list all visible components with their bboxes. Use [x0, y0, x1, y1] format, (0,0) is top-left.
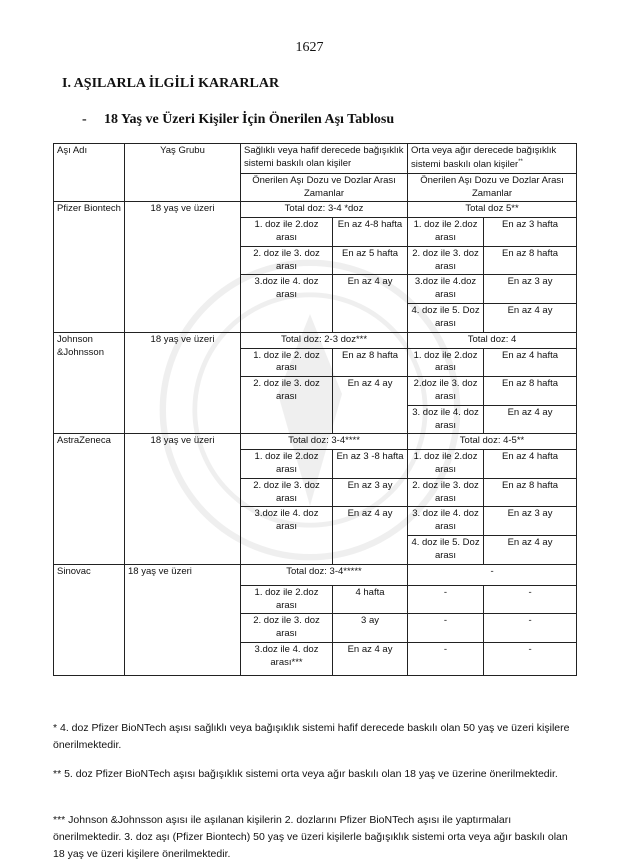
interval-severe: 3. doz ile 4. doz arası — [408, 507, 484, 536]
time-severe: En az 4 ay — [484, 536, 577, 565]
interval-severe: 2.doz ile 3. doz arası — [408, 377, 484, 406]
interval-severe: 1. doz ile 2.doz arası — [408, 348, 484, 377]
footnote-2: ** 5. doz Pfizer BioNTech aşısı bağışıklık sistemi orta veya ağır baskılı olan 18 yaş ve üzerine önerilmektedir. — [53, 768, 558, 780]
interval-mild: 1. doz ile 2.doz arası — [241, 585, 333, 614]
time-severe: En az 8 hafta — [484, 377, 577, 406]
interval-severe: 3.doz ile 4.doz arası — [408, 275, 484, 304]
time-mild: En az 4-8 hafta — [333, 218, 408, 247]
interval-mild: 3.doz ile 4. doz arası*** — [241, 642, 333, 675]
interval-mild: 2. doz ile 3. doz arası — [241, 246, 333, 275]
sub-heading — [82, 112, 394, 128]
time-severe: En az 3 ay — [484, 507, 577, 536]
total-dose-mild: Total doz: 3-4**** — [241, 434, 408, 450]
time-mild: En az 3 -8 hafta — [333, 450, 408, 479]
table-row — [54, 564, 577, 585]
vaccine-name: Sinovac — [54, 564, 125, 675]
time-severe: - — [484, 614, 577, 643]
interval-severe: 2. doz ile 3. doz arası — [408, 246, 484, 275]
interval-severe: 4. doz ile 5. Doz arası — [408, 536, 484, 565]
total-dose-severe: Total doz: 4-5** — [408, 434, 577, 450]
section-heading: I. AŞILARLA İLGİLİ KARARLAR — [62, 76, 280, 91]
interval-severe: - — [408, 614, 484, 643]
interval-severe: - — [408, 585, 484, 614]
time-severe: En az 4 ay — [484, 405, 577, 434]
time-mild: En az 4 ay — [333, 507, 408, 536]
total-dose-severe: Total doz: 4 — [408, 332, 577, 348]
time-severe: En az 3 hafta — [484, 218, 577, 247]
time-mild: En az 3 ay — [333, 478, 408, 507]
interval-mild: 1. doz ile 2.doz arası — [241, 218, 333, 247]
page-number: 1627 — [295, 40, 324, 55]
time-severe: En az 4 hafta — [484, 348, 577, 377]
interval-severe: 3. doz ile 4. doz arası — [408, 405, 484, 434]
header-severe-group — [408, 144, 577, 174]
time-mild: En az 8 hafta — [333, 348, 408, 377]
header-vaccine-name: Aşı Adı — [54, 144, 125, 202]
total-dose-mild: Total doz: 3-4 *doz — [241, 202, 408, 218]
interval-mild: 3.doz ile 4. doz arası — [241, 507, 333, 536]
time-severe: En az 4 ay — [484, 304, 577, 333]
time-severe: En az 3 ay — [484, 275, 577, 304]
interval-mild: 2. doz ile 3. doz arası — [241, 377, 333, 406]
time-severe: - — [484, 642, 577, 675]
empty-cell — [333, 405, 408, 434]
header-severe-text: Orta veya ağır derecede bağışıklık sistemi baskılı olan kişiler — [411, 145, 557, 170]
interval-mild: 3.doz ile 4. doz arası — [241, 275, 333, 304]
total-dose-mild: Total doz: 3-4***** — [241, 564, 408, 585]
table-row — [54, 332, 577, 348]
vaccine-name: Johnson &Johnsson — [54, 332, 125, 434]
table-header-row — [54, 144, 577, 174]
time-severe: - — [484, 585, 577, 614]
interval-severe: 1. doz ile 2.doz arası — [408, 450, 484, 479]
time-severe: En az 4 hafta — [484, 450, 577, 479]
time-severe: En az 8 hafta — [484, 246, 577, 275]
subheader-mild: Önerilen Aşı Dozu ve Dozlar Arası Zamanlar — [241, 173, 408, 202]
table-row — [54, 434, 577, 450]
header-age-group: Yaş Grubu — [125, 144, 241, 202]
interval-severe: 2. doz ile 3. doz arası — [408, 478, 484, 507]
vaccine-name: Pfizer Biontech — [54, 202, 125, 332]
time-mild: 3 ay — [333, 614, 408, 643]
age-group: 18 yaş ve üzeri — [125, 564, 241, 675]
empty-cell — [241, 405, 333, 434]
interval-mild: 1. doz ile 2.doz arası — [241, 450, 333, 479]
age-group: 18 yaş ve üzeri — [125, 202, 241, 332]
footnote-3: *** Johnson &Johnsson aşısı ile aşılanan kişilerin 2. dozlarını Pfizer BioNTech aşısı ile yaptırmaları önerilmektedir. 3. doz aşı (Pfizer Biontech) 50 yaş ve üzeri kişilerle bağışıklık sistemi orta veya ağır baskılı olan 18 yaş ve üzeri kişilere önerilmektedir. — [53, 814, 568, 860]
interval-severe: 1. doz ile 2.doz arası — [408, 218, 484, 247]
sub-heading-dash: - — [82, 112, 87, 127]
footnote-1: * 4. doz Pfizer BioNTech aşısı sağlıklı veya bağışıklık sistemi hafif derecede baskılı olan 50 yaş ve üzeri kişilere önerilmektedir. — [53, 722, 570, 751]
age-group: 18 yaş ve üzeri — [125, 332, 241, 434]
empty-cell — [333, 536, 408, 565]
interval-mild: 2. doz ile 3. doz arası — [241, 614, 333, 643]
time-mild: En az 4 ay — [333, 377, 408, 406]
time-mild: 4 hafta — [333, 585, 408, 614]
table-row — [54, 202, 577, 218]
vaccine-table — [53, 143, 577, 676]
total-dose-severe: Total doz 5** — [408, 202, 577, 218]
empty-cell — [241, 536, 333, 565]
interval-mild: 2. doz ile 3. doz arası — [241, 478, 333, 507]
header-severe-mark: ** — [518, 158, 523, 165]
time-mild: En az 4 ay — [333, 275, 408, 304]
age-group: 18 yaş ve üzeri — [125, 434, 241, 564]
interval-severe: 4. doz ile 5. Doz arası — [408, 304, 484, 333]
total-dose-severe: - — [408, 564, 577, 585]
vaccine-name: AstraZeneca — [54, 434, 125, 564]
total-dose-mild: Total doz: 2-3 doz*** — [241, 332, 408, 348]
empty-cell — [333, 304, 408, 333]
subheader-severe: Önerilen Aşı Dozu ve Dozlar Arası Zamanlar — [408, 173, 577, 202]
time-mild: En az 4 ay — [333, 642, 408, 675]
time-severe: En az 8 hafta — [484, 478, 577, 507]
header-mild-group: Sağlıklı veya hafif derecede bağışıklık sistemi baskılı olan kişiler — [241, 144, 408, 174]
sub-heading-text: 18 Yaş ve Üzeri Kişiler İçin Önerilen Aşı Tablosu — [104, 112, 395, 127]
time-mild: En az 5 hafta — [333, 246, 408, 275]
interval-mild: 1. doz ile 2. doz arası — [241, 348, 333, 377]
interval-severe: - — [408, 642, 484, 675]
empty-cell — [241, 304, 333, 333]
